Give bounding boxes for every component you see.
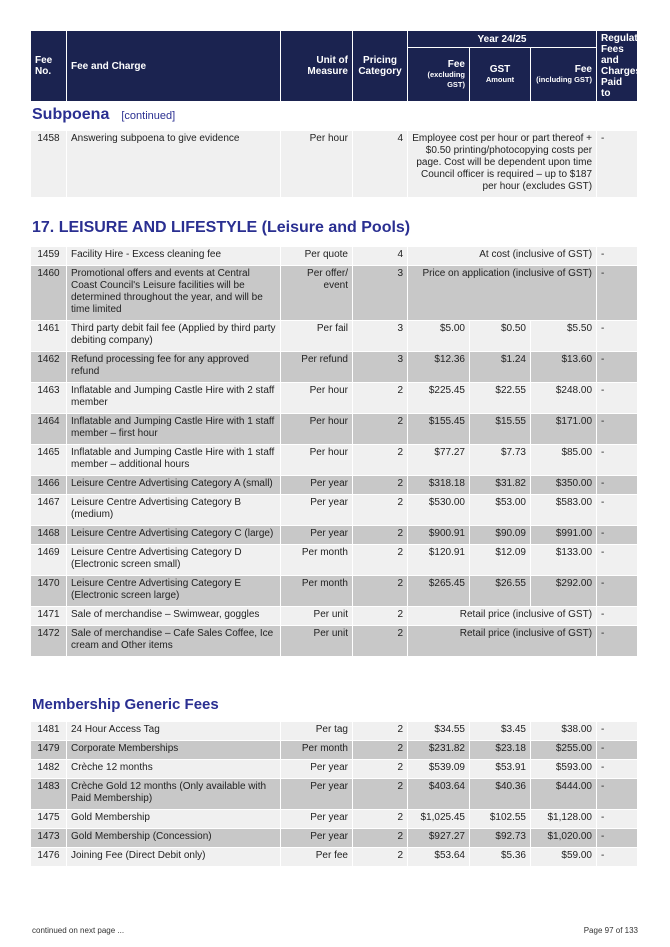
fee-incl-gst-cell: $38.00	[531, 722, 597, 741]
header-fee-excl	[408, 48, 470, 102]
table-row	[31, 545, 638, 576]
unit-of-measure-cell: Per tag	[281, 722, 353, 741]
fee-name-cell: Facility Hire - Excess cleaning fee	[67, 247, 281, 266]
header-fee-no: Fee No.	[31, 31, 67, 102]
regulatory-cell: -	[597, 445, 638, 476]
table-row	[31, 526, 638, 545]
unit-of-measure-cell: Per year	[281, 829, 353, 848]
fee-name-cell: Corporate Memberships	[67, 741, 281, 760]
leisure-table	[31, 247, 638, 657]
header-fee-incl-label: Fee	[574, 64, 592, 75]
fee-incl-gst-cell: $133.00	[531, 545, 597, 576]
regulatory-cell: -	[597, 848, 638, 867]
table-row	[31, 352, 638, 383]
pricing-category-cell: 2	[353, 626, 408, 657]
regulatory-cell: -	[597, 722, 638, 741]
fee-number-cell: 1459	[31, 247, 67, 266]
header-gst-label: GST	[489, 64, 511, 75]
fee-number-cell: 1466	[31, 476, 67, 495]
table-row	[31, 414, 638, 445]
gst-amount-cell: $5.36	[470, 848, 531, 867]
header-year: Year 24/25	[408, 31, 597, 48]
fee-name-cell: Joining Fee (Direct Debit only)	[67, 848, 281, 867]
pricing-category-cell: 2	[353, 414, 408, 445]
gst-amount-cell: $92.73	[470, 829, 531, 848]
fee-number-cell: 1482	[31, 760, 67, 779]
gst-amount-cell: $12.09	[470, 545, 531, 576]
price-note-cell: Employee cost per hour or part thereof + $0.50 printing/photocopying costs per page. Cost will be dependent upon time Council officer is required – up to $187 per hour (excludes GST)	[408, 131, 597, 198]
unit-of-measure-cell: Per quote	[281, 247, 353, 266]
fee-incl-gst-cell: $583.00	[531, 495, 597, 526]
unit-of-measure-cell: Per month	[281, 576, 353, 607]
section-subpoena-label: Subpoena	[32, 106, 110, 123]
regulatory-cell: -	[597, 247, 638, 266]
fee-excl-gst-cell: $155.45	[408, 414, 470, 445]
fee-excl-gst-cell: $225.45	[408, 383, 470, 414]
unit-of-measure-cell: Per hour	[281, 383, 353, 414]
fee-excl-gst-cell: $120.91	[408, 545, 470, 576]
unit-of-measure-cell: Per year	[281, 760, 353, 779]
table-row	[31, 445, 638, 476]
fee-number-cell: 1467	[31, 495, 67, 526]
table-row	[31, 829, 638, 848]
fee-number-cell: 1473	[31, 829, 67, 848]
table-row	[31, 495, 638, 526]
price-note-cell: Retail price (inclusive of GST)	[408, 626, 597, 657]
regulatory-cell: -	[597, 545, 638, 576]
fee-excl-gst-cell: $265.45	[408, 576, 470, 607]
fee-name-cell: Leisure Centre Advertising Category C (large)	[67, 526, 281, 545]
pricing-category-cell: 4	[353, 247, 408, 266]
fee-name-cell: Promotional offers and events at Central Coast Council's Leisure facilities will be determined throughout the year, and will be time limited	[67, 266, 281, 321]
unit-of-measure-cell: Per offer/ event	[281, 266, 353, 321]
unit-of-measure-cell: Per refund	[281, 352, 353, 383]
section-title-leisure: 17. LEISURE AND LIFESTYLE (Leisure and Pools)	[32, 219, 411, 236]
fee-incl-gst-cell: $1,020.00	[531, 829, 597, 848]
table-row	[31, 810, 638, 829]
gst-amount-cell: $31.82	[470, 476, 531, 495]
unit-of-measure-cell: Per fail	[281, 321, 353, 352]
pricing-category-cell: 2	[353, 848, 408, 867]
gst-amount-cell: $53.00	[470, 495, 531, 526]
section-title-subpoena	[32, 106, 175, 124]
fee-excl-gst-cell: $5.00	[408, 321, 470, 352]
fee-number-cell: 1461	[31, 321, 67, 352]
gst-amount-cell: $15.55	[470, 414, 531, 445]
pricing-category-cell: 2	[353, 445, 408, 476]
pricing-category-cell: 2	[353, 722, 408, 741]
unit-of-measure-cell: Per unit	[281, 626, 353, 657]
gst-amount-cell: $53.91	[470, 760, 531, 779]
regulatory-cell: -	[597, 526, 638, 545]
fee-incl-gst-cell: $59.00	[531, 848, 597, 867]
unit-of-measure-cell: Per hour	[281, 445, 353, 476]
pricing-category-cell: 2	[353, 545, 408, 576]
fee-excl-gst-cell: $77.27	[408, 445, 470, 476]
footer-page-number: Page 97 of 133	[583, 926, 638, 935]
fee-name-cell: Inflatable and Jumping Castle Hire with 1 staff member – additional hours	[67, 445, 281, 476]
fee-incl-gst-cell: $13.60	[531, 352, 597, 383]
fee-name-cell: Gold Membership (Concession)	[67, 829, 281, 848]
fee-number-cell: 1469	[31, 545, 67, 576]
header-gst	[470, 48, 531, 102]
unit-of-measure-cell: Per year	[281, 476, 353, 495]
table-row	[31, 383, 638, 414]
section-title-membership: Membership Generic Fees	[32, 696, 219, 713]
fee-name-cell: Inflatable and Jumping Castle Hire with 2 staff member	[67, 383, 281, 414]
fee-incl-gst-cell: $1,128.00	[531, 810, 597, 829]
regulatory-cell: -	[597, 476, 638, 495]
footer-continued: continued on next page ...	[32, 926, 125, 935]
pricing-category-cell: 2	[353, 741, 408, 760]
fee-number-cell: 1476	[31, 848, 67, 867]
unit-of-measure-cell: Per month	[281, 741, 353, 760]
fee-excl-gst-cell: $927.27	[408, 829, 470, 848]
gst-amount-cell: $1.24	[470, 352, 531, 383]
unit-of-measure-cell: Per fee	[281, 848, 353, 867]
fee-name-cell: Leisure Centre Advertising Category D (Electronic screen small)	[67, 545, 281, 576]
fee-incl-gst-cell: $171.00	[531, 414, 597, 445]
fee-name-cell: Crèche Gold 12 months (Only available with Paid Membership)	[67, 779, 281, 810]
regulatory-cell: -	[597, 414, 638, 445]
fee-incl-gst-cell: $255.00	[531, 741, 597, 760]
fee-incl-gst-cell: $5.50	[531, 321, 597, 352]
fee-name-cell: Answering subpoena to give evidence	[67, 131, 281, 198]
price-note-cell: At cost (inclusive of GST)	[408, 247, 597, 266]
unit-of-measure-cell: Per unit	[281, 607, 353, 626]
unit-of-measure-cell: Per year	[281, 810, 353, 829]
regulatory-cell: -	[597, 779, 638, 810]
gst-amount-cell: $26.55	[470, 576, 531, 607]
pricing-category-cell: 2	[353, 476, 408, 495]
header-gst-sub: Amount	[485, 75, 515, 84]
fee-excl-gst-cell: $1,025.45	[408, 810, 470, 829]
fee-excl-gst-cell: $53.64	[408, 848, 470, 867]
regulatory-cell: -	[597, 131, 638, 198]
pricing-category-cell: 2	[353, 607, 408, 626]
table-row	[31, 760, 638, 779]
unit-of-measure-cell: Per month	[281, 545, 353, 576]
fee-number-cell: 1472	[31, 626, 67, 657]
fee-excl-gst-cell: $403.64	[408, 779, 470, 810]
unit-of-measure-cell: Per hour	[281, 414, 353, 445]
header-fee-excl-label: Fee	[447, 59, 465, 70]
pricing-category-cell: 4	[353, 131, 408, 198]
price-note-cell: Price on application (inclusive of GST)	[408, 266, 597, 321]
pricing-category-cell: 2	[353, 576, 408, 607]
fee-table-header	[31, 31, 654, 102]
table-row	[31, 779, 638, 810]
gst-amount-cell: $22.55	[470, 383, 531, 414]
regulatory-cell: -	[597, 576, 638, 607]
pricing-category-cell: 2	[353, 760, 408, 779]
fee-incl-gst-cell: $991.00	[531, 526, 597, 545]
pricing-category-cell: 2	[353, 495, 408, 526]
fee-number-cell: 1470	[31, 576, 67, 607]
fee-incl-gst-cell: $292.00	[531, 576, 597, 607]
fee-number-cell: 1460	[31, 266, 67, 321]
fee-number-cell: 1464	[31, 414, 67, 445]
fee-incl-gst-cell: $444.00	[531, 779, 597, 810]
price-note-cell: Retail price (inclusive of GST)	[408, 607, 597, 626]
header-fee-incl-sub: (including GST)	[536, 75, 592, 84]
table-row	[31, 722, 638, 741]
pricing-category-cell: 2	[353, 383, 408, 414]
regulatory-cell: -	[597, 810, 638, 829]
table-row	[31, 576, 638, 607]
fee-number-cell: 1471	[31, 607, 67, 626]
unit-of-measure-cell: Per year	[281, 526, 353, 545]
header-fee-excl-sub: (excluding GST)	[427, 70, 465, 89]
pricing-category-cell: 2	[353, 829, 408, 848]
fee-number-cell: 1462	[31, 352, 67, 383]
fee-name-cell: 24 Hour Access Tag	[67, 722, 281, 741]
subpoena-table	[31, 131, 638, 198]
gst-amount-cell: $102.55	[470, 810, 531, 829]
gst-amount-cell: $23.18	[470, 741, 531, 760]
fee-number-cell: 1463	[31, 383, 67, 414]
header-fee-and-charge: Fee and Charge	[67, 31, 281, 102]
header-regulatory: Regulatory Fees and Charges Paid to	[597, 31, 638, 102]
fee-number-cell: 1479	[31, 741, 67, 760]
fee-number-cell: 1465	[31, 445, 67, 476]
unit-of-measure-cell: Per year	[281, 495, 353, 526]
fee-number-cell: 1468	[31, 526, 67, 545]
regulatory-cell: -	[597, 383, 638, 414]
regulatory-cell: -	[597, 741, 638, 760]
fee-excl-gst-cell: $900.91	[408, 526, 470, 545]
table-row	[31, 476, 638, 495]
fee-name-cell: Third party debit fail fee (Applied by third party debiting company)	[67, 321, 281, 352]
fee-excl-gst-cell: $231.82	[408, 741, 470, 760]
membership-table	[31, 722, 638, 867]
fee-name-cell: Inflatable and Jumping Castle Hire with 1 staff member – first hour	[67, 414, 281, 445]
pricing-category-cell: 2	[353, 779, 408, 810]
fee-incl-gst-cell: $248.00	[531, 383, 597, 414]
fee-excl-gst-cell: $539.09	[408, 760, 470, 779]
fee-name-cell: Sale of merchandise – Cafe Sales Coffee, Ice cream and Other items	[67, 626, 281, 657]
fee-excl-gst-cell: $12.36	[408, 352, 470, 383]
fee-number-cell: 1483	[31, 779, 67, 810]
fee-name-cell: Crèche 12 months	[67, 760, 281, 779]
gst-amount-cell: $40.36	[470, 779, 531, 810]
table-row	[31, 247, 638, 266]
table-row	[31, 321, 638, 352]
fee-incl-gst-cell: $593.00	[531, 760, 597, 779]
pricing-category-cell: 3	[353, 352, 408, 383]
header-fee-incl	[531, 48, 597, 102]
regulatory-cell: -	[597, 321, 638, 352]
table-row	[31, 607, 638, 626]
table-row	[31, 131, 638, 198]
fee-excl-gst-cell: $318.18	[408, 476, 470, 495]
unit-of-measure-cell: Per year	[281, 779, 353, 810]
header-unit-of-measure: Unit of Measure	[281, 31, 353, 102]
section-continued-label: [continued]	[121, 110, 176, 122]
gst-amount-cell: $3.45	[470, 722, 531, 741]
gst-amount-cell: $90.09	[470, 526, 531, 545]
regulatory-cell: -	[597, 607, 638, 626]
regulatory-cell: -	[597, 352, 638, 383]
regulatory-cell: -	[597, 760, 638, 779]
fee-incl-gst-cell: $350.00	[531, 476, 597, 495]
fee-number-cell: 1475	[31, 810, 67, 829]
fee-incl-gst-cell: $85.00	[531, 445, 597, 476]
pricing-category-cell: 3	[353, 266, 408, 321]
pricing-category-cell: 2	[353, 810, 408, 829]
table-row	[31, 848, 638, 867]
fee-name-cell: Gold Membership	[67, 810, 281, 829]
fee-name-cell: Sale of merchandise – Swimwear, goggles	[67, 607, 281, 626]
header-pricing-category: Pricing Category	[353, 31, 408, 102]
fee-name-cell: Refund processing fee for any approved refund	[67, 352, 281, 383]
regulatory-cell: -	[597, 266, 638, 321]
regulatory-cell: -	[597, 829, 638, 848]
fee-name-cell: Leisure Centre Advertising Category A (small)	[67, 476, 281, 495]
fee-number-cell: 1458	[31, 131, 67, 198]
gst-amount-cell: $7.73	[470, 445, 531, 476]
regulatory-cell: -	[597, 626, 638, 657]
regulatory-cell: -	[597, 495, 638, 526]
pricing-category-cell: 2	[353, 526, 408, 545]
unit-of-measure-cell: Per hour	[281, 131, 353, 198]
gst-amount-cell: $0.50	[470, 321, 531, 352]
table-row	[31, 266, 638, 321]
pricing-category-cell: 3	[353, 321, 408, 352]
fee-name-cell: Leisure Centre Advertising Category B (medium)	[67, 495, 281, 526]
fee-excl-gst-cell: $34.55	[408, 722, 470, 741]
fee-name-cell: Leisure Centre Advertising Category E (Electronic screen large)	[67, 576, 281, 607]
table-row	[31, 741, 638, 760]
fee-excl-gst-cell: $530.00	[408, 495, 470, 526]
fee-number-cell: 1481	[31, 722, 67, 741]
table-row	[31, 626, 638, 657]
